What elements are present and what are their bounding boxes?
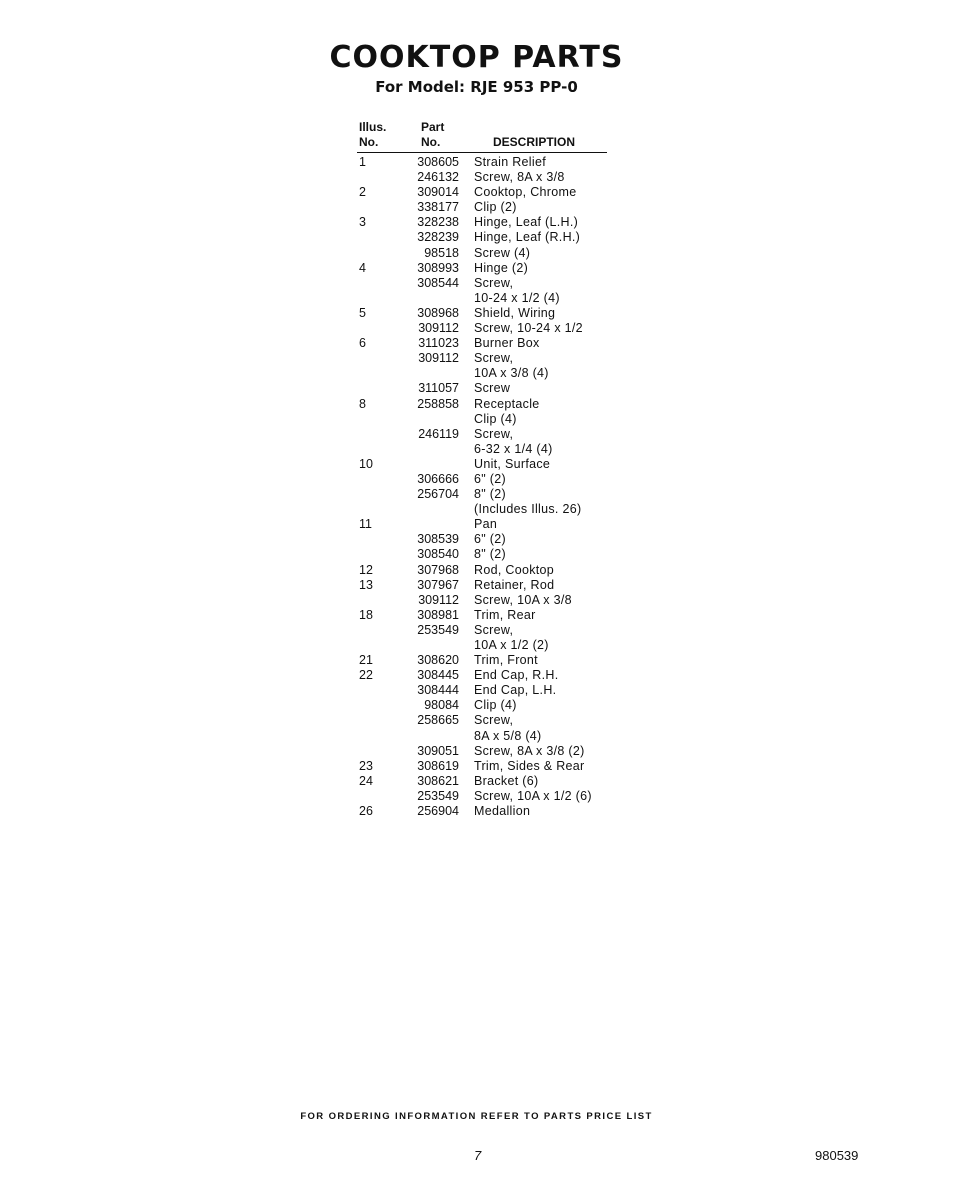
illus-no-cell: 13 [359,577,373,592]
part-no-cell: 308619 [417,758,459,773]
description-cell: Clip (4) [474,411,517,426]
description-cell: Burner Box [474,336,540,351]
illus-no-cell: 12 [359,562,373,577]
illus-header-line2: No. [359,135,379,149]
description-cell: End Cap, R.H. [474,668,559,683]
illus-no-cell [357,366,407,381]
description-cell: Screw [474,381,511,396]
description-cell: Strain Relief [474,155,546,169]
table-row [357,306,607,321]
part-no-cell: 253549 [417,622,459,637]
part-no-cell: 309014 [417,185,459,200]
description-header: DESCRIPTION [493,135,576,149]
part-no-cell: 307967 [417,577,459,592]
table-row [357,291,607,306]
part-no-cell: 308539 [417,532,459,547]
illus-no-cell [357,593,407,608]
description-cell: 8" (2) [474,487,506,502]
table-row [357,412,607,427]
table-row [357,427,607,442]
description-cell: Screw, [474,426,514,441]
table-row [357,457,607,472]
part-no-cell: 308968 [417,305,459,320]
illus-no-cell [357,412,407,427]
part-no-cell: 309112 [418,592,459,607]
description-cell: Screw, 8A x 3/8 (2) [474,743,585,758]
illus-no-cell [357,744,407,759]
illus-no-cell [357,502,407,517]
description-cell: Cooktop, Chrome [474,185,577,200]
table-row [357,547,607,562]
table-row [357,336,607,351]
part-no-cell: 256704 [417,487,459,502]
table-row [357,246,607,261]
table-row [357,155,607,170]
ordering-footer: FOR ORDERING INFORMATION REFER TO PARTS PRICE LIST [300,1111,653,1122]
model-subtitle: For Model: RJE 953 PP-0 [375,78,578,96]
part-no-cell [407,638,474,653]
table-row [357,170,607,185]
parts-table [357,119,607,819]
part-no-cell [407,457,474,472]
part-no-cell: 308544 [417,275,459,290]
description-cell: Shield, Wiring [474,305,556,320]
part-no-cell: 308993 [417,260,459,275]
description-cell: Bracket (6) [474,773,539,788]
illus-no-cell [357,291,407,306]
table-row [357,563,607,578]
description-cell: End Cap, L.H. [474,683,557,698]
description-cell: Rod, Cooktop [474,562,555,577]
part-no-cell [407,291,474,306]
part-no-cell: 256904 [417,804,459,819]
part-no-cell [407,442,474,457]
illus-no-cell: 1 [359,155,366,169]
table-row [357,532,607,547]
description-cell: Retainer, Rod [474,577,555,592]
illus-no-cell: 22 [359,668,373,683]
part-no-cell [407,729,474,744]
description-cell: Trim, Front [474,653,538,668]
part-no-cell: 258665 [417,713,459,728]
description-cell: Trim, Rear [474,607,536,622]
part-no-cell: 311023 [418,336,459,351]
table-row [357,744,607,759]
part-no-cell: 308605 [417,155,459,169]
description-cell: 10A x 1/2 (2) [474,638,549,652]
description-cell: 8" (2) [474,547,506,562]
illus-no-cell: 11 [359,517,372,532]
description-cell: Trim, Sides & Rear [474,758,585,773]
illus-no-cell [357,170,407,185]
table-row [357,381,607,396]
part-no-cell [407,366,474,381]
table-row [357,502,607,517]
illus-no-cell [357,638,407,653]
illus-no-cell [357,789,407,804]
description-cell: Screw, [474,713,514,728]
table-row [357,397,607,412]
table-row [357,215,607,230]
illus-no-cell: 5 [359,305,366,320]
illus-no-cell [357,321,407,336]
description-cell: 8A x 5/8 (4) [474,728,542,743]
part-no-cell: 253549 [417,788,459,803]
illus-no-cell: 4 [359,260,366,275]
description-cell: Receptacle [474,396,540,411]
description-cell: Pan [474,517,498,532]
table-row [357,487,607,502]
illus-no-cell: 6 [359,336,366,351]
part-header-line1: Part [421,120,445,134]
table-row [357,593,607,608]
part-no-cell: 309112 [418,321,459,336]
table-row [357,321,607,336]
description-cell: (Includes Illus. 26) [474,502,582,517]
part-no-cell [407,412,474,427]
illus-no-cell [357,427,407,442]
table-row [357,804,607,819]
table-row [357,713,607,728]
page-title: COOKTOP PARTS [329,40,624,75]
table-header [357,119,607,153]
part-no-cell [407,502,474,517]
illus-no-cell [357,683,407,698]
part-no-cell: 308445 [417,668,459,683]
illus-header-line1: Illus. [359,120,387,134]
table-row [357,351,607,366]
description-cell: Hinge (2) [474,260,529,275]
illus-no-cell: 3 [359,215,366,230]
part-no-cell: 306666 [417,471,459,486]
table-row [357,623,607,638]
description-cell: Screw, [474,622,514,637]
description-cell: 6" (2) [474,471,506,486]
illus-no-cell: 26 [359,804,373,819]
table-row [357,759,607,774]
part-no-cell: 309051 [417,743,459,758]
description-cell: 10-24 x 1/2 (4) [474,290,560,305]
description-cell: Screw, [474,275,514,290]
part-no-cell: 308540 [417,547,459,562]
part-no-cell: 308981 [417,607,459,622]
table-row [357,789,607,804]
description-cell: Screw, 10A x 1/2 (6) [474,788,592,803]
part-no-cell: 308620 [417,653,459,668]
illus-no-cell [357,713,407,728]
table-row [357,638,607,653]
illus-no-cell: 2 [359,185,366,200]
description-cell: Screw, 10-24 x 1/2 [474,321,583,336]
illus-no-cell [357,547,407,562]
illus-no-cell: 24 [359,773,373,788]
illus-no-cell [357,442,407,457]
description-cell: Clip (4) [474,698,517,713]
table-row [357,366,607,381]
illus-no-cell [357,276,407,291]
illus-no-cell [357,472,407,487]
part-no-cell: 246132 [417,170,459,185]
illus-no-cell: 21 [359,653,373,668]
illus-no-cell [357,532,407,547]
part-header-line2: No. [421,135,441,149]
illus-no-cell: 18 [359,607,373,622]
part-no-cell: 328238 [417,215,459,230]
description-cell: Hinge, Leaf (L.H.) [474,215,579,230]
part-no-cell: 311057 [418,381,459,396]
illus-no-cell [357,698,407,713]
part-no-cell: 98518 [424,245,459,260]
table-row [357,200,607,215]
part-no-cell [407,517,474,532]
description-cell: Screw, 10A x 3/8 [474,592,572,607]
table-row [357,698,607,713]
description-cell: 10A x 3/8 (4) [474,366,549,381]
document-number: 980539 [815,1148,859,1163]
description-cell: Hinge, Leaf (R.H.) [474,230,581,245]
illus-no-cell: 23 [359,758,373,773]
description-cell: 6-32 x 1/4 (4) [474,441,553,456]
illus-no-cell: 10 [359,456,373,471]
description-cell: 6" (2) [474,532,506,547]
table-body [357,153,607,819]
illus-no-cell [357,487,407,502]
part-no-cell: 308621 [417,773,459,788]
illus-no-cell [357,623,407,638]
part-no-cell: 328239 [417,230,459,245]
illus-no-cell [357,729,407,744]
table-row [357,276,607,291]
description-cell: Screw (4) [474,245,531,260]
illus-no-cell: 8 [359,396,366,411]
part-no-cell: 338177 [417,200,459,215]
table-row [357,442,607,457]
illus-no-cell [357,381,407,396]
illus-no-cell [357,200,407,215]
page-number: 7 [474,1148,482,1163]
table-row [357,729,607,744]
part-no-cell: 246119 [418,426,459,441]
part-no-cell: 308444 [417,683,459,698]
table-row [357,668,607,683]
table-row [357,472,607,487]
description-cell: Clip (2) [474,200,517,215]
table-row [357,774,607,789]
part-no-cell: 98084 [424,698,459,713]
table-row [357,683,607,698]
table-row [357,185,607,200]
description-cell: Medallion [474,804,531,819]
description-cell: Unit, Surface [474,456,551,471]
table-row [357,517,607,532]
part-no-cell: 258858 [417,396,459,411]
part-no-cell: 307968 [417,562,459,577]
table-row [357,578,607,593]
illus-no-cell [357,246,407,261]
table-row [357,261,607,276]
table-row [357,230,607,245]
description-cell: Screw, 8A x 3/8 [474,170,565,185]
table-row [357,653,607,668]
description-cell: Screw, [474,351,514,366]
part-no-cell: 309112 [418,351,459,366]
illus-no-cell [357,230,407,245]
table-row [357,608,607,623]
illus-no-cell [357,351,407,366]
